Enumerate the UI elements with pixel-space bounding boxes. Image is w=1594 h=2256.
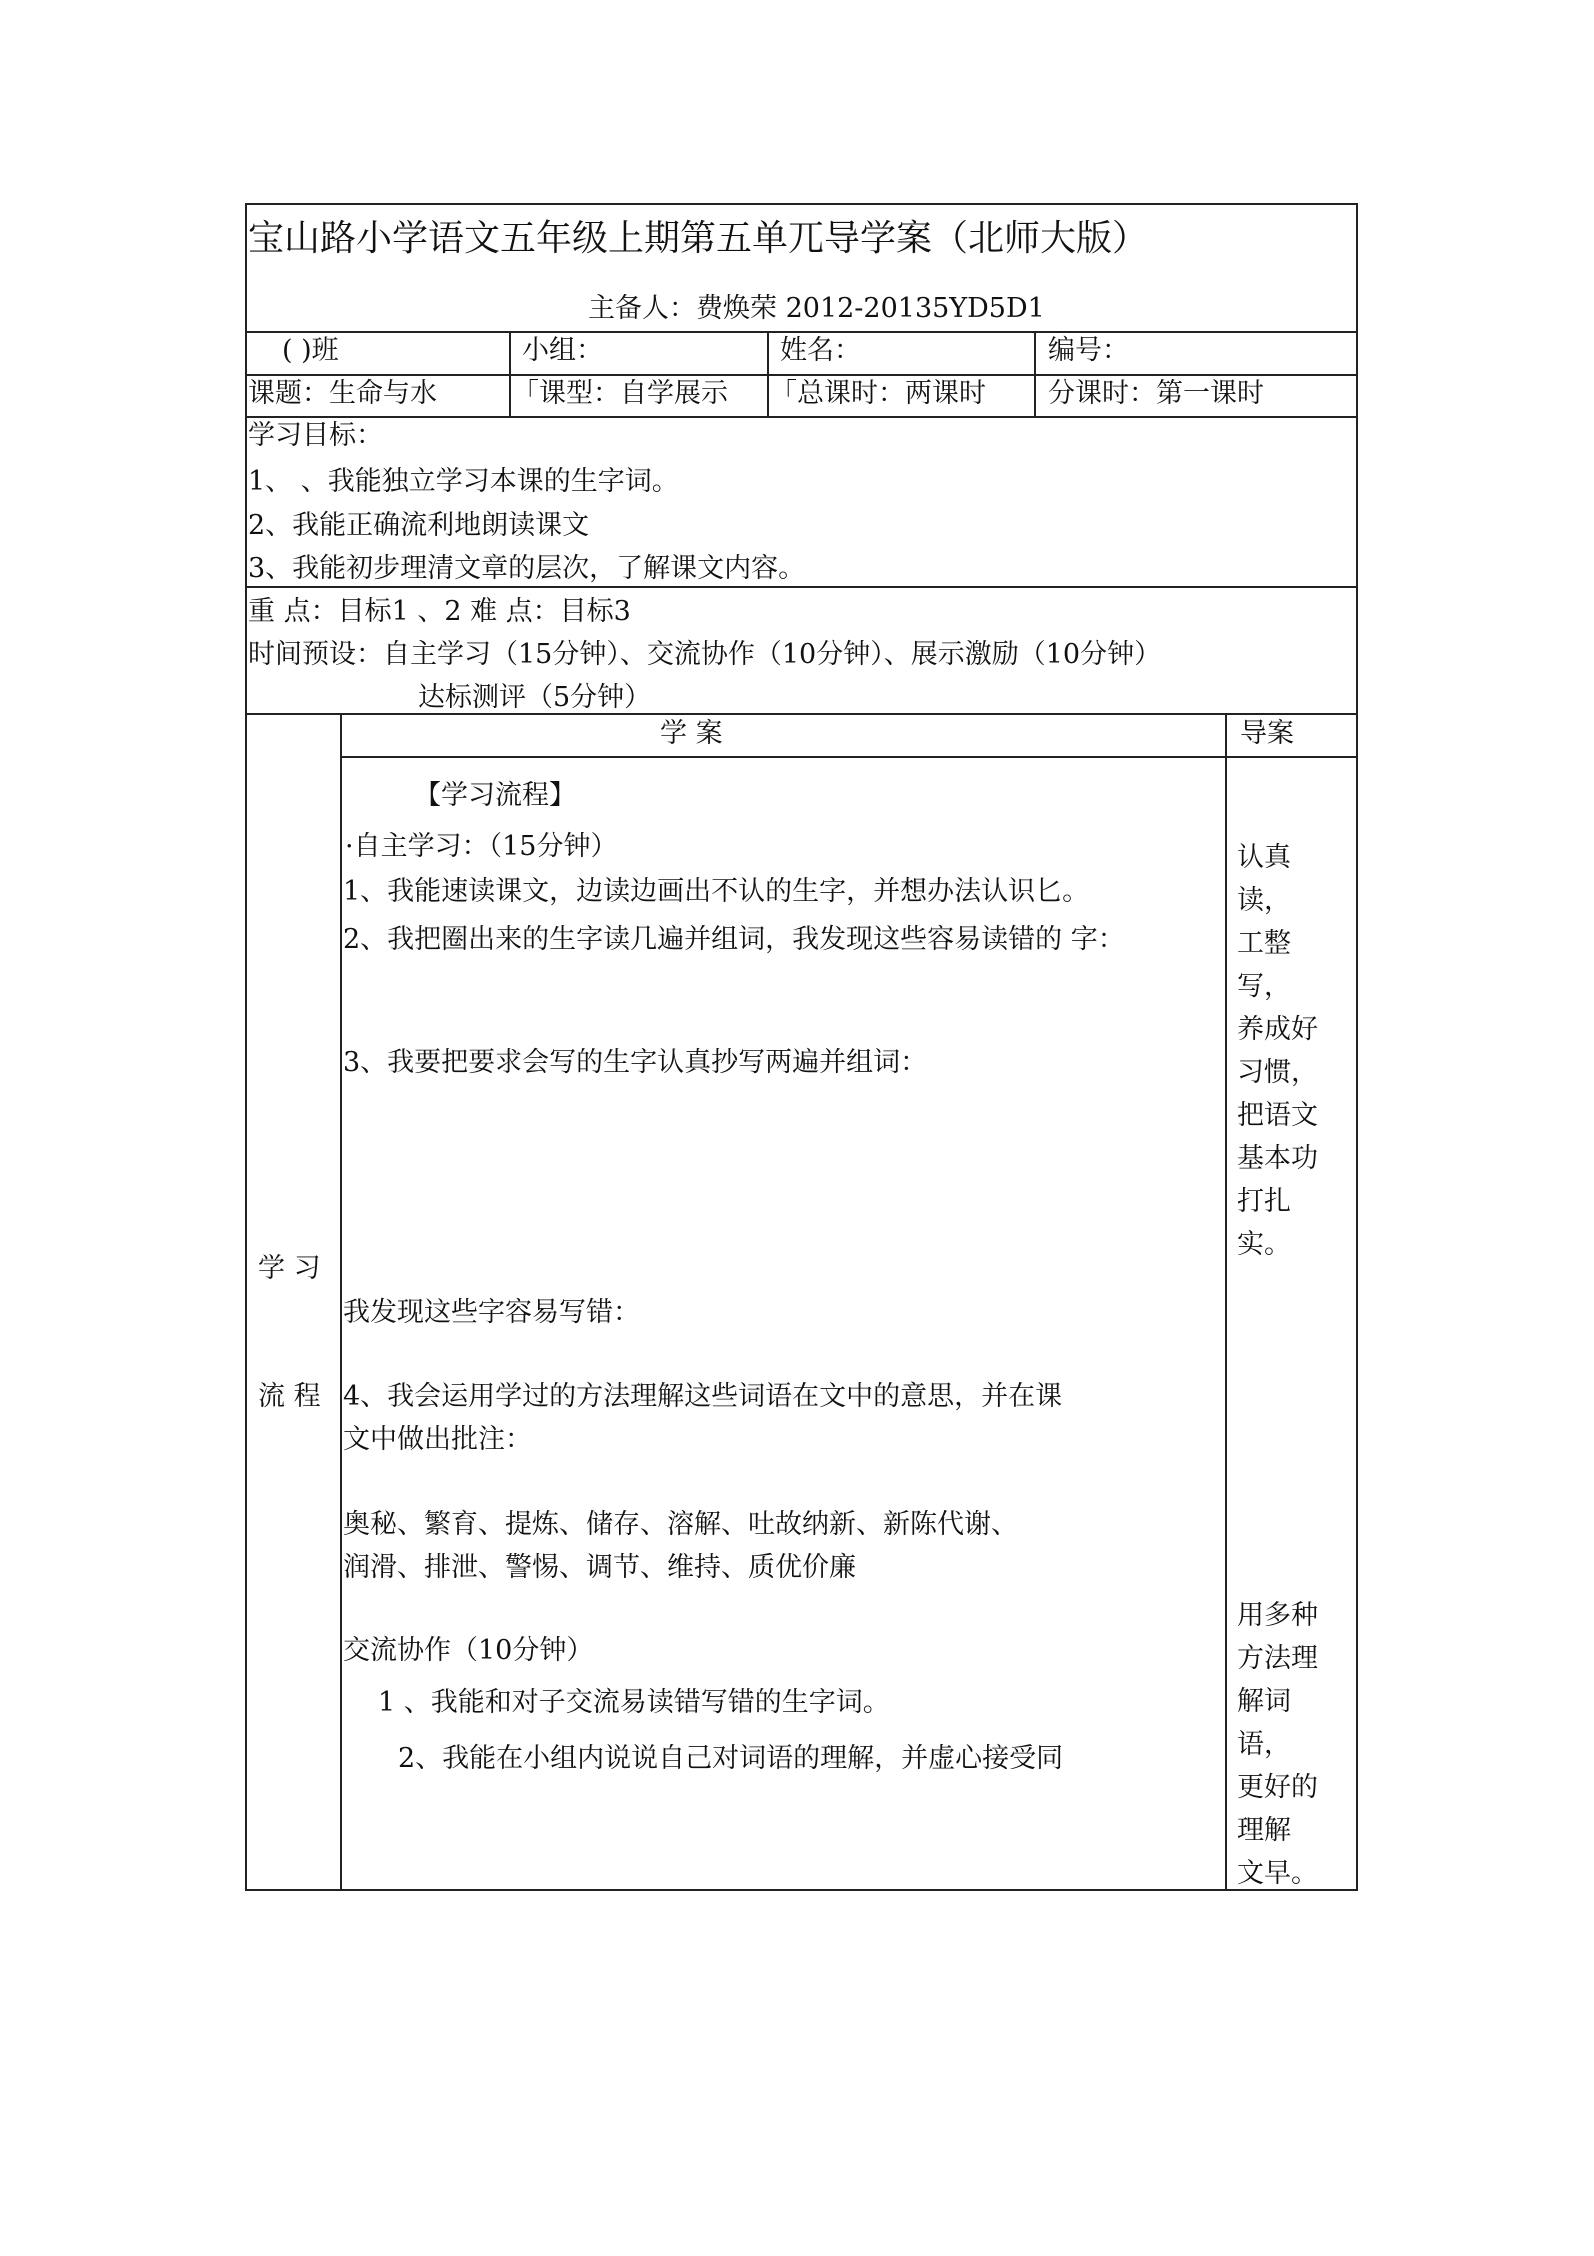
guide-note-line: 写， — [1237, 971, 1291, 1002]
guide-note-line: 习惯， — [1237, 1057, 1318, 1088]
table-rule-lesson — [245, 416, 1358, 418]
guide-note-line: 工整 — [1237, 928, 1291, 959]
self-study-heading: ·自主学习：（15分钟） — [345, 831, 618, 862]
self-study-step-3: 3、我要把要求会写的生字认真抄写两遍并组词： — [343, 1047, 928, 1078]
self-study-step-2: 2、我把圈出来的生字读几遍并组词，我发现这些容易读错的 字： — [343, 924, 1125, 955]
guide-note-line: 解词 — [1237, 1686, 1291, 1717]
self-study-step-4-cont: 文中做出批注： — [343, 1424, 532, 1455]
time-line-continued: 达标测评（5分钟） — [418, 682, 652, 713]
table-border-top — [245, 203, 1358, 205]
vocab-line-1: 奥秘、繁育、提炼、储存、溶解、吐故纳新、新陈代谢、 — [343, 1509, 1018, 1540]
guide-column-header: 导案 — [1240, 718, 1294, 749]
group-field: 小组： — [522, 335, 603, 366]
flow-label-bottom: 流 程 — [258, 1381, 321, 1412]
lesson-sub-hour: 分课时：第一课时 — [1048, 378, 1264, 409]
info-col-divider-3 — [1034, 331, 1036, 418]
guide-note-line: 方法理 — [1237, 1643, 1318, 1674]
number-field: 编号： — [1048, 335, 1129, 366]
guide-note-line: 实。 — [1237, 1229, 1291, 1260]
table-rule-time — [245, 713, 1358, 715]
guide-note-line: 理解 — [1237, 1815, 1291, 1846]
goal-item-2: 2、我能正确流利地朗读课文 — [248, 510, 590, 541]
guide-note-line: 认真 — [1237, 842, 1291, 873]
time-line: 时间预设：自主学习（15分钟）、交流协作（10分钟）、展示激励（10分钟） — [248, 639, 1162, 670]
table-border-bottom — [245, 1889, 1358, 1891]
vocab-line-2: 润滑、排泄、警惕、调节、维持、质优价廉 — [343, 1552, 856, 1583]
guide-note-line: 养成好 — [1237, 1014, 1318, 1045]
info-col-divider-1 — [509, 331, 511, 418]
goal-item-1: 1、 、我能独立学习本课的生字词。 — [248, 466, 679, 497]
guide-note-line: 用多种 — [1237, 1600, 1318, 1631]
guide-note-line: 读， — [1237, 885, 1291, 916]
table-border-right — [1356, 203, 1358, 1891]
exchange-heading: 交流协作（10分钟） — [343, 1635, 594, 1666]
author-line: 主备人：费焕荣 2012-20135YD5D1 — [588, 293, 1045, 324]
guide-note-2 — [1237, 1594, 1327, 1895]
self-study-found: 我发现这些字容易写错： — [343, 1297, 640, 1328]
table-rule-info — [245, 374, 1358, 376]
table-rule-header — [340, 756, 1358, 758]
goals-heading: 学习目标： — [248, 420, 383, 451]
lesson-total-hours: 「总课时：两课时 — [770, 378, 986, 409]
guide-note-line: 把语文 — [1237, 1100, 1318, 1131]
exchange-step-2: 2、我能在小组内说说自己对词语的理解，并虚心接受同 — [398, 1743, 1064, 1774]
guide-note-line: 语， — [1237, 1729, 1291, 1760]
self-study-step-4: 4、我会运用学过的方法理解这些词语在文中的意思，并在课 — [343, 1381, 1063, 1412]
lesson-topic: 课题：生命与水 — [248, 378, 437, 409]
goal-item-3: 3、我能初步理清文章的层次，了解课文内容。 — [248, 553, 806, 584]
plan-column-header: 学 案 — [660, 718, 723, 749]
guide-note-line: 基本功 — [1237, 1143, 1318, 1174]
lesson-type: 「课型：自学展示 — [512, 378, 728, 409]
table-rule-author — [245, 331, 1358, 333]
table-border-left — [245, 203, 247, 1891]
class-field: ( )班 — [282, 335, 339, 366]
focus-line: 重 点：目标1 、2 难 点：目标3 — [248, 596, 631, 627]
flow-label-top: 学 习 — [258, 1253, 321, 1284]
info-col-divider-2 — [767, 331, 769, 418]
guide-note-1 — [1237, 836, 1327, 1266]
name-field: 姓名： — [780, 335, 861, 366]
guide-note-line: 文早。 — [1237, 1858, 1318, 1889]
flow-label-divider — [340, 713, 342, 1891]
guide-note-line: 打扎 — [1237, 1186, 1291, 1217]
guide-col-divider — [1225, 713, 1227, 1891]
table-rule-goals — [245, 586, 1358, 588]
guide-note-line: 更好的 — [1237, 1772, 1318, 1803]
flow-heading: 【学习流程】 — [414, 780, 576, 811]
page-title: 宝山路小学语文五年级上期第五单兀导学案（北师大版） — [248, 218, 1149, 259]
exchange-step-1: 1 、我能和对子交流易读错写错的生字词。 — [378, 1687, 890, 1718]
self-study-step-1: 1、我能速读课文，边读边画出不认的生字，并想办法认识匕。 — [343, 876, 1090, 907]
